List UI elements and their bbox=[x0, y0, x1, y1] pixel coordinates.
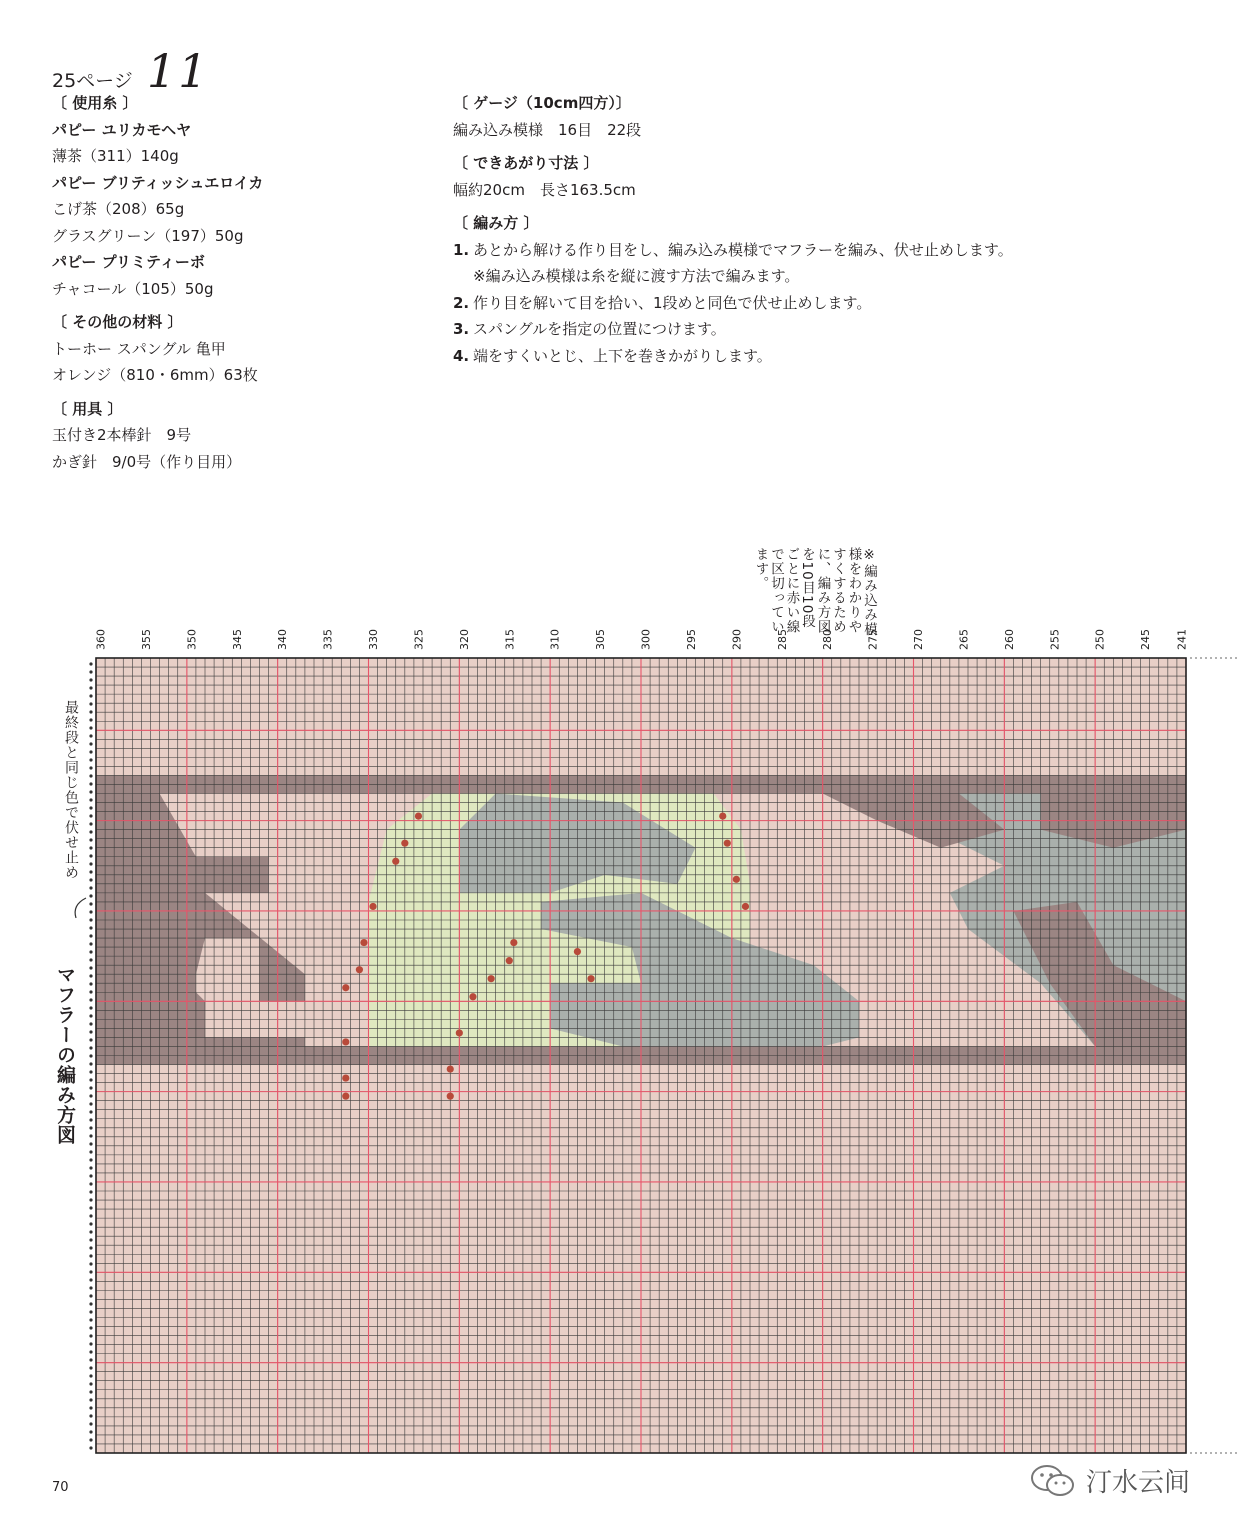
edge-dot bbox=[89, 734, 92, 737]
edge-dot bbox=[89, 694, 92, 697]
watermark bbox=[1030, 1462, 1190, 1499]
stitch-number-label: 335 bbox=[321, 629, 335, 650]
edge-dot bbox=[89, 886, 92, 889]
edge-dot bbox=[89, 798, 92, 801]
spangle-marker bbox=[742, 903, 749, 910]
spangle-marker bbox=[342, 1038, 349, 1045]
edge-dot bbox=[89, 1214, 92, 1217]
stitch-number-label: 355 bbox=[139, 629, 153, 650]
stitch-number-label: 305 bbox=[594, 629, 608, 650]
edge-dot bbox=[89, 1230, 92, 1233]
spangle-marker bbox=[401, 840, 408, 847]
edge-dot bbox=[89, 1078, 92, 1081]
edge-dot bbox=[89, 1326, 92, 1329]
edge-dot bbox=[89, 1350, 92, 1353]
edge-dot bbox=[89, 1302, 92, 1305]
method-step-note: ※編み込み模様は糸を縦に渡す方法で編みます。 bbox=[473, 267, 800, 285]
yarn-brand-3: パピー プリミティーボ bbox=[52, 253, 205, 271]
step-text: 端をすくいとじ、上下を巻きかがりします。 bbox=[473, 346, 772, 365]
edge-dot bbox=[89, 1046, 92, 1049]
edge-dot bbox=[89, 1070, 92, 1073]
edge-dot bbox=[89, 726, 92, 729]
stitch-number-label: 315 bbox=[503, 629, 517, 650]
yarn-2-color-b: グラスグリーン（197）50g bbox=[52, 226, 244, 245]
yarn-1-color: 薄茶（311）140g bbox=[52, 147, 179, 165]
other-material-2: オレンジ（810・6mm）63枚 bbox=[52, 366, 258, 384]
edge-dot bbox=[89, 1366, 92, 1369]
step-text: 作り目を解いて目を拾い、1段めと同色で伏せ止めします。 bbox=[473, 293, 872, 312]
stitch-number-label: 290 bbox=[730, 629, 744, 650]
chart-title: マフラーの編み方図 bbox=[54, 965, 76, 1145]
edge-dot bbox=[89, 1150, 92, 1153]
wechat-icon bbox=[1030, 1464, 1076, 1498]
bind-off-label: 最終段と同じ色で伏せ止め bbox=[63, 700, 79, 880]
edge-dot bbox=[89, 1030, 92, 1033]
spangle-marker bbox=[488, 975, 495, 982]
stitch-number-label: 310 bbox=[548, 629, 562, 650]
edge-dot bbox=[89, 702, 92, 705]
step-text: スパングルを指定の位置につけます。 bbox=[473, 320, 726, 338]
edge-dot bbox=[89, 1446, 92, 1449]
edge-dot bbox=[89, 1254, 92, 1257]
stitch-number-label: 295 bbox=[684, 629, 698, 650]
edge-dot bbox=[89, 814, 92, 817]
spangle-marker bbox=[724, 840, 731, 847]
edge-dot bbox=[89, 1286, 92, 1289]
edge-dot bbox=[89, 966, 92, 969]
edge-dot bbox=[89, 926, 92, 929]
edge-dot bbox=[89, 870, 92, 873]
edge-dot bbox=[89, 1086, 92, 1089]
edge-dot bbox=[89, 710, 92, 713]
gauge-value: 編み込み模様 16目 22段 bbox=[453, 120, 642, 139]
stitch-number-label: 250 bbox=[1093, 629, 1107, 650]
edge-dot bbox=[89, 718, 92, 721]
yarn-brand-2: パピー ブリティッシュエロイカ bbox=[52, 173, 264, 192]
edge-dot bbox=[89, 1158, 92, 1161]
stitch-number-label: 265 bbox=[957, 629, 971, 650]
edge-dot bbox=[89, 1342, 92, 1345]
edge-dot bbox=[89, 766, 92, 769]
bind-off-leader bbox=[75, 898, 86, 918]
spangle-marker bbox=[506, 957, 513, 964]
stitch-number-label: 325 bbox=[412, 629, 426, 650]
edge-dot bbox=[89, 1382, 92, 1385]
edge-dot bbox=[89, 822, 92, 825]
other-material-1: トーホー スパングル 亀甲 bbox=[52, 339, 226, 358]
edge-dot bbox=[89, 758, 92, 761]
yarn-2-color-a: こげ茶（208）65g bbox=[52, 200, 185, 218]
spangle-marker bbox=[342, 984, 349, 991]
edge-dot bbox=[89, 678, 92, 681]
edge-dot bbox=[89, 998, 92, 1001]
edge-dot bbox=[89, 982, 92, 985]
size-title: 〔 できあがり寸法 〕 bbox=[453, 154, 599, 172]
stitch-number-label: 241 bbox=[1175, 629, 1189, 650]
edge-dot bbox=[89, 750, 92, 753]
edge-dot bbox=[89, 1438, 92, 1441]
edge-dot bbox=[89, 846, 92, 849]
spangle-marker bbox=[574, 948, 581, 955]
edge-dot bbox=[89, 670, 92, 673]
edge-dot bbox=[89, 1238, 92, 1241]
page-number: 70 bbox=[52, 1480, 69, 1495]
spangle-marker bbox=[356, 966, 363, 973]
yarn-brand-1: パピー ユリカモヘヤ bbox=[52, 120, 192, 139]
edge-dot bbox=[89, 1422, 92, 1425]
edge-dot bbox=[89, 1182, 92, 1185]
stitch-number-label: 340 bbox=[276, 629, 290, 650]
edge-dot bbox=[89, 1054, 92, 1057]
edge-dot bbox=[89, 662, 92, 665]
edge-dot bbox=[89, 934, 92, 937]
edge-dot bbox=[89, 1094, 92, 1097]
stitch-number-label: 260 bbox=[1002, 629, 1016, 650]
edge-dot bbox=[89, 1278, 92, 1281]
edge-dot bbox=[89, 790, 92, 793]
tool-1: 玉付き2本棒針 9号 bbox=[52, 426, 192, 444]
tool-2: かぎ針 9/0号（作り目用） bbox=[52, 452, 242, 471]
spangle-marker bbox=[342, 1093, 349, 1100]
edge-dot bbox=[89, 1110, 92, 1113]
edge-dot bbox=[89, 1406, 92, 1409]
edge-dot bbox=[89, 1174, 92, 1177]
spangle-marker bbox=[342, 1074, 349, 1081]
edge-dot bbox=[89, 1246, 92, 1249]
step-number: 2. bbox=[453, 293, 470, 312]
step-text: あとから解ける作り目をし、編み込み模様でマフラーを編み、伏せ止めします。 bbox=[473, 240, 1013, 259]
edge-dot bbox=[89, 974, 92, 977]
watermark-text: 汀水云间 bbox=[1086, 1468, 1191, 1498]
edge-dot bbox=[89, 1294, 92, 1297]
edge-dot bbox=[89, 942, 92, 945]
edge-dot bbox=[89, 806, 92, 809]
size-value: 幅約20cm 長さ163.5cm bbox=[453, 180, 636, 199]
edge-dot bbox=[89, 902, 92, 905]
edge-dot bbox=[89, 950, 92, 953]
edge-dot bbox=[89, 1414, 92, 1417]
spangle-marker bbox=[456, 1029, 463, 1036]
yarn-3-color: チャコール（105）50g bbox=[52, 279, 214, 298]
edge-dot bbox=[89, 838, 92, 841]
edge-dot bbox=[89, 1334, 92, 1337]
edge-dot bbox=[89, 1206, 92, 1209]
stitch-number-label: 300 bbox=[639, 629, 653, 650]
edge-dot bbox=[89, 1166, 92, 1169]
edge-dot bbox=[89, 1398, 92, 1401]
edge-dot bbox=[89, 918, 92, 921]
spangle-marker bbox=[415, 812, 422, 819]
step-number: 1. bbox=[453, 240, 470, 259]
edge-dot bbox=[89, 1374, 92, 1377]
spangle-marker bbox=[719, 812, 726, 819]
edge-dot bbox=[89, 1118, 92, 1121]
tools-title: 〔 用具 〕 bbox=[52, 399, 123, 418]
spangle-marker bbox=[510, 939, 517, 946]
edge-dot bbox=[89, 1430, 92, 1433]
edge-dot bbox=[89, 1126, 92, 1129]
edge-dot bbox=[89, 1270, 92, 1273]
stitch-number-label: 275 bbox=[866, 629, 880, 650]
edge-dot bbox=[89, 1262, 92, 1265]
gauge-title: 〔 ゲージ（10cm四方）〕 bbox=[453, 94, 631, 112]
step-number: 4. bbox=[453, 346, 470, 365]
stitch-number-label: 280 bbox=[821, 629, 835, 650]
stitch-number-label: 285 bbox=[775, 629, 789, 650]
spangle-marker bbox=[360, 939, 367, 946]
spangle-marker bbox=[469, 993, 476, 1000]
edge-dot bbox=[89, 1358, 92, 1361]
spangle-marker bbox=[369, 903, 376, 910]
other-materials-title: 〔 その他の材料 〕 bbox=[52, 313, 183, 331]
edge-dot bbox=[89, 1134, 92, 1137]
edge-dot bbox=[89, 1390, 92, 1393]
edge-dot bbox=[89, 1038, 92, 1041]
edge-dot bbox=[89, 1222, 92, 1225]
spangle-marker bbox=[392, 858, 399, 865]
edge-dot bbox=[89, 742, 92, 745]
pattern-number: 11 bbox=[146, 44, 210, 98]
stitch-number-label: 245 bbox=[1139, 629, 1153, 650]
stitch-number-label: 320 bbox=[457, 629, 471, 650]
edge-dot bbox=[89, 782, 92, 785]
edge-dot bbox=[89, 990, 92, 993]
edge-dot bbox=[89, 910, 92, 913]
edge-dot bbox=[89, 1310, 92, 1313]
edge-dot bbox=[89, 1190, 92, 1193]
stitch-number-label: 270 bbox=[912, 629, 926, 650]
edge-dot bbox=[89, 958, 92, 961]
page-reference: 25ページ bbox=[52, 70, 133, 92]
stitch-number-label: 330 bbox=[367, 629, 381, 650]
edge-dot bbox=[89, 854, 92, 857]
edge-dot bbox=[89, 1014, 92, 1017]
stitch-number-label: 345 bbox=[230, 629, 244, 650]
chart-note: ※編み込み模様をわかりやすくするために、編み方図を10目10段ごとに赤い線で区切っています。 bbox=[752, 547, 877, 637]
edge-dot bbox=[89, 830, 92, 833]
stitch-number-label: 255 bbox=[1048, 629, 1062, 650]
edge-dot bbox=[89, 1006, 92, 1009]
edge-dot bbox=[89, 878, 92, 881]
edge-dot bbox=[89, 774, 92, 777]
edge-dot bbox=[89, 862, 92, 865]
edge-dot bbox=[89, 1142, 92, 1145]
spangle-marker bbox=[447, 1093, 454, 1100]
edge-dot bbox=[89, 1022, 92, 1025]
yarn-section-title: 〔 使用糸 〕 bbox=[52, 94, 138, 112]
edge-dot bbox=[89, 1198, 92, 1201]
method-title: 〔 編み方 〕 bbox=[453, 214, 539, 232]
spangle-marker bbox=[733, 876, 740, 883]
step-number: 3. bbox=[453, 320, 470, 338]
spangle-marker bbox=[587, 975, 594, 982]
stitch-number-label: 350 bbox=[185, 629, 199, 650]
edge-dot bbox=[89, 1318, 92, 1321]
edge-dot bbox=[89, 686, 92, 689]
stitch-number-label: 360 bbox=[94, 629, 108, 650]
spangle-marker bbox=[447, 1065, 454, 1072]
edge-dot bbox=[89, 1102, 92, 1105]
edge-dot bbox=[89, 894, 92, 897]
edge-dot bbox=[89, 1062, 92, 1065]
